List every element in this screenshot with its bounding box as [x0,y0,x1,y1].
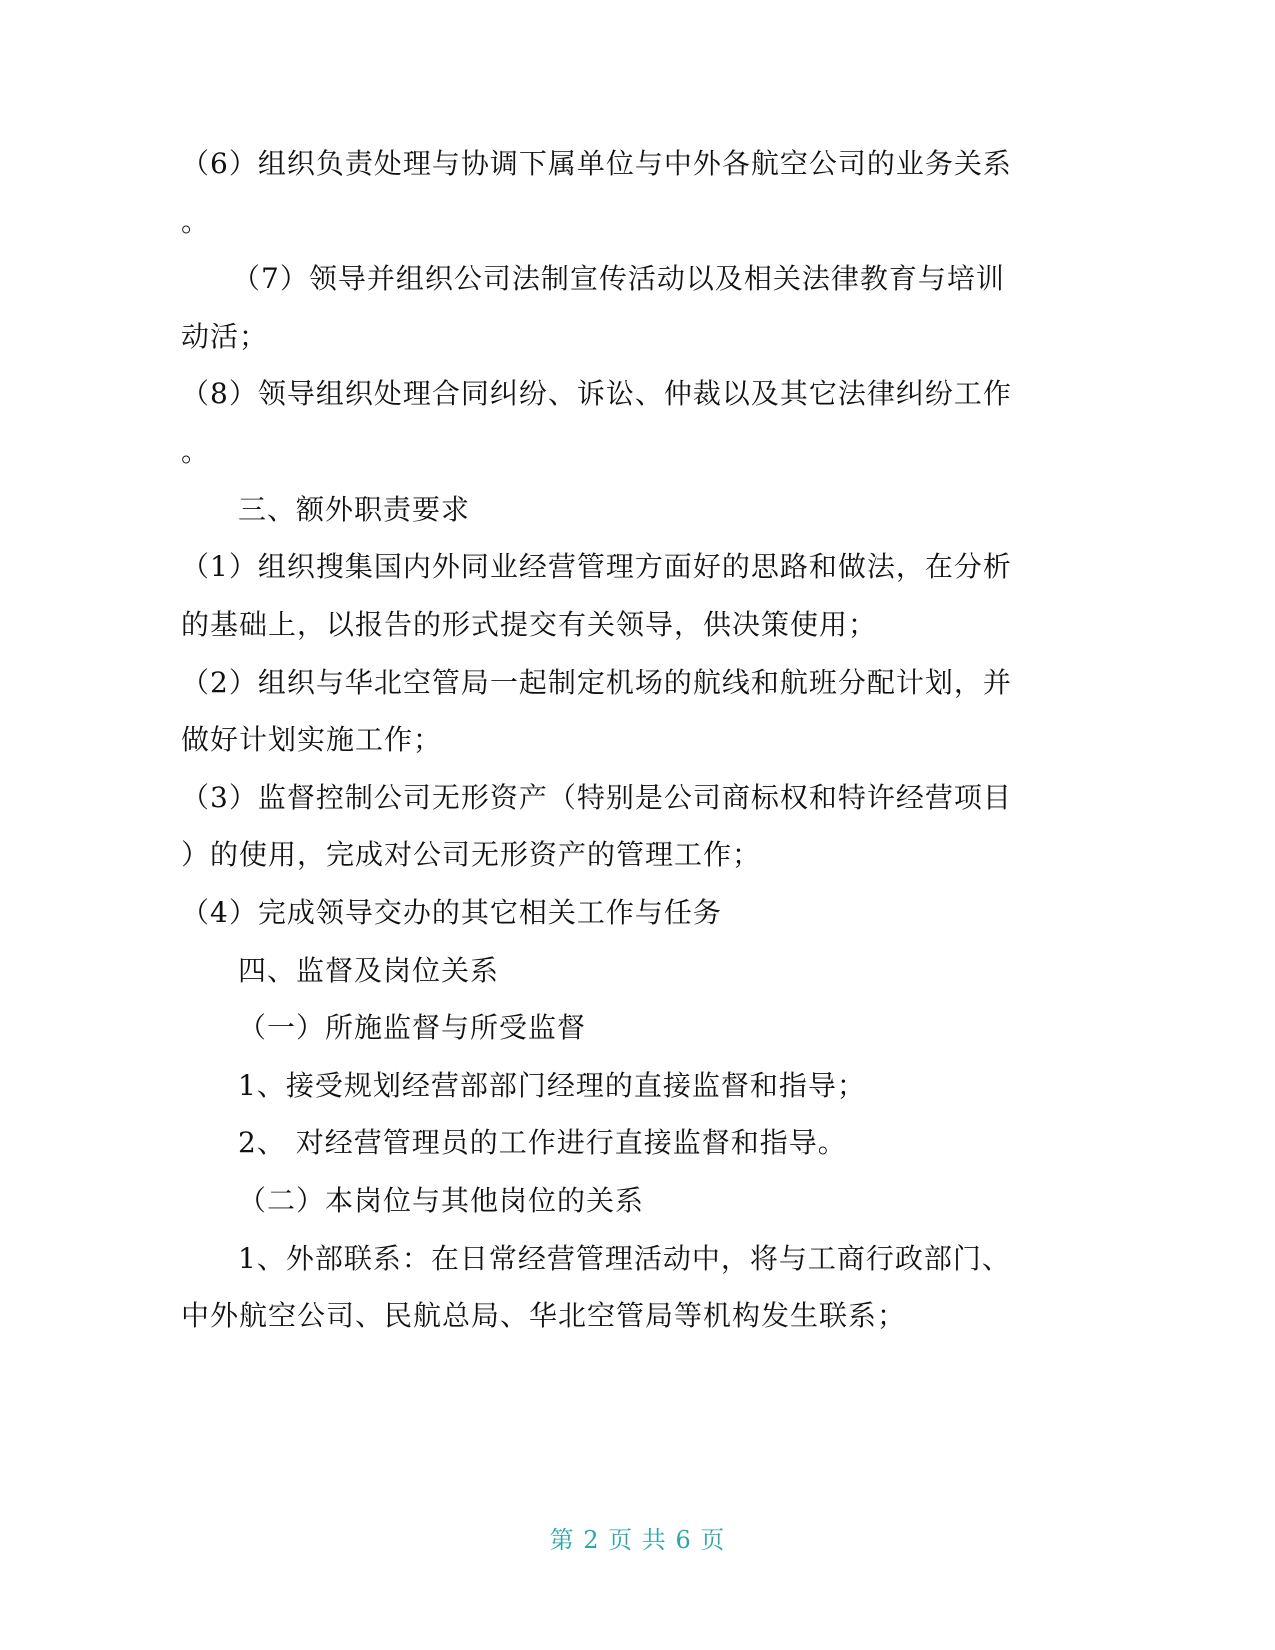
paragraph-line: 做好计划实施工作； [181,723,443,756]
paragraph-line: （8）领导组织处理合同纠纷、诉讼、仲裁以及其它法律纠纷工作 [181,377,1012,410]
paragraph-line: 的基础上，以报告的形式提交有关领导，供决策使用； [181,608,878,641]
section-heading: 四、监督及岗位关系 [238,954,500,987]
paragraph-line: （7）领导并组织公司法制宣传活动以及相关法律教育与培训 [232,262,1005,295]
paragraph-line: 1、外部联系：在日常经营管理活动中，将与工商行政部门、 [238,1242,1011,1275]
paragraph-line: 。 [181,205,211,238]
paragraph-line: ）的使用，完成对公司无形资产的管理工作； [181,838,762,871]
subsection-heading: （二）本岗位与其他岗位的关系 [238,1184,645,1217]
paragraph-line: （1）组织搜集国内外同业经营管理方面好的思路和做法，在分析 [181,550,1012,583]
paragraph-line: （2）组织与华北空管局一起制定机场的航线和航班分配计划，并 [181,666,1012,699]
subsection-heading: （一）所施监督与所受监督 [238,1011,587,1044]
paragraph-line: （4）完成领导交办的其它相关工作与任务 [181,896,722,929]
paragraph-line: （3）监督控制公司无形资产（特别是公司商标权和特许经营项目 [181,781,1012,814]
page-number-footer: 第 2 页 共 6 页 [549,1526,726,1554]
section-heading: 三、额外职责要求 [238,493,471,526]
paragraph-line: （6）组织负责处理与协调下属单位与中外各航空公司的业务关系 [181,147,1012,180]
paragraph-line: 中外航空公司、民航总局、华北空管局等机构发生联系； [181,1299,907,1332]
paragraph-line: 。 [181,435,211,468]
paragraph-line: 2、 对经营管理员的工作进行直接监督和指导。 [238,1126,847,1159]
paragraph-line: 动活； [181,320,269,353]
paragraph-line: 1、接受规划经营部部门经理的直接监督和指导； [238,1069,866,1102]
